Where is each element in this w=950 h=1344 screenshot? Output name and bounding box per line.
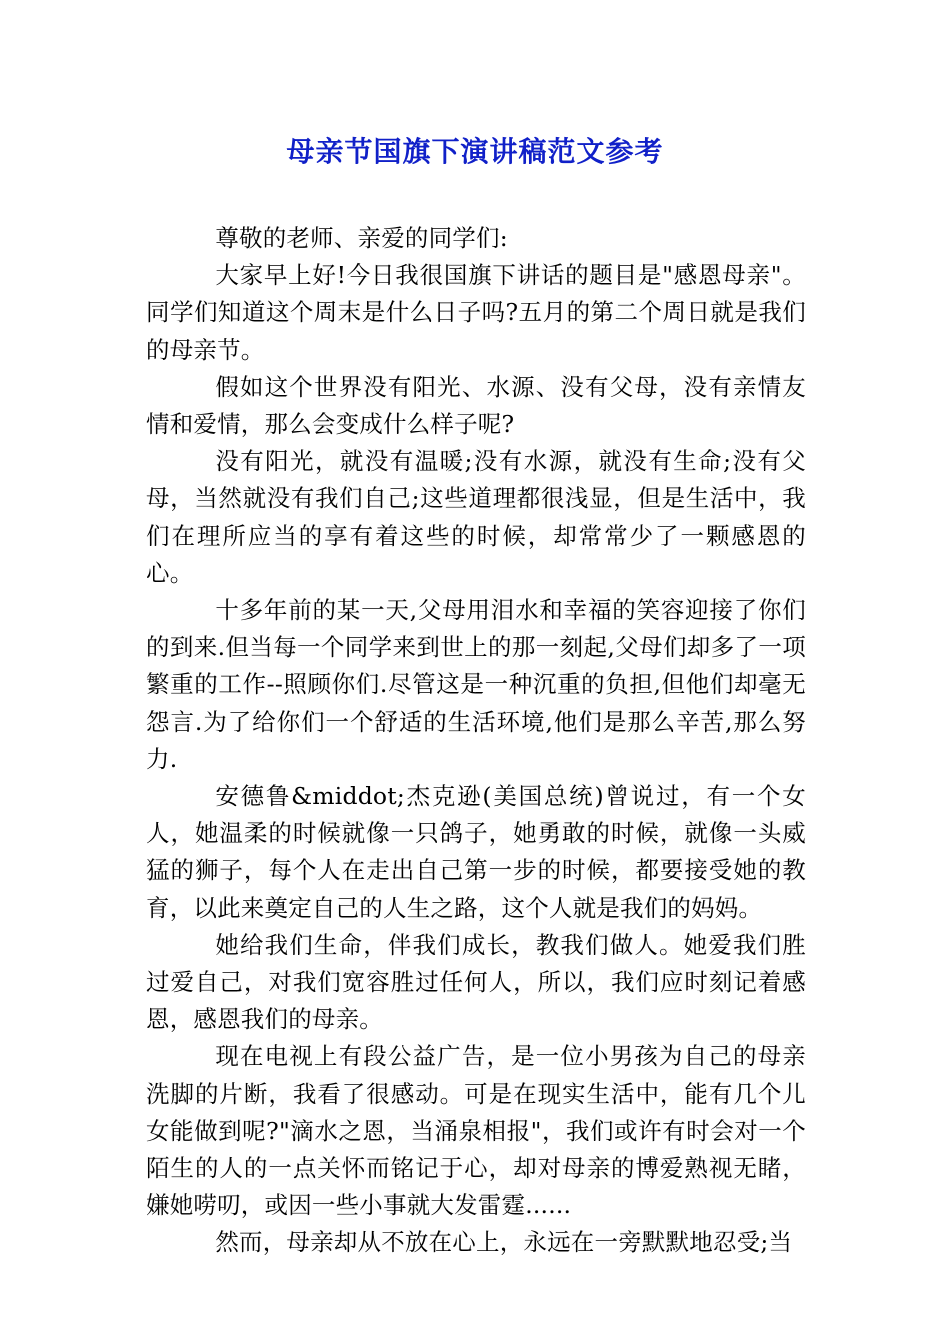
- paragraph: 尊敬的老师、亲爱的同学们:: [215, 224, 508, 252]
- paragraph: 大家早上好!今日我很国旗下讲话的题目是"感恩母亲"。同学们知道这个周末是什么日子吗?五月的第二个周日就是我们的母亲节。: [146, 261, 806, 364]
- paragraph: 没有阳光，就没有温暖;没有水源，就没有生命;没有父母，当然就没有我们自己;这些道理都很浅显，但是生活中，我们在理所应当的享有着这些的时候，却常常少了一颗感恩的心。: [146, 447, 806, 587]
- paragraph: 安德鲁&middot;杰克逊(美国总统)曾说过，有一个女人，她温柔的时候就像一只鸽子，她勇敢的时候，就像一头威猛的狮子，每个人在走出自己第一步的时候，都要接受她的教育，以此来奠定自己的人生之路，这个人就是我们的妈妈。: [146, 782, 806, 922]
- paragraph: 假如这个世界没有阳光、水源、没有父母，没有亲情友情和爱情，那么会变成什么样子呢?: [146, 372, 806, 439]
- paragraph: 现在电视上有段公益广告，是一位小男孩为自己的母亲洗脚的片断，我看了很感动。可是在现实生活中，能有几个儿女能做到呢?"滴水之恩，当涌泉相报"，我们或许有时会对一个陌生的人的一点关怀而铭记于心，却对母亲的博爱熟视无睹，嫌她唠叨，或因一些小事就大发雷霆......: [146, 1042, 806, 1220]
- document-body: [146, 220, 806, 1262]
- paragraph: 然而，母亲却从不放在心上，永远在一旁默默地忍受;当: [215, 1228, 793, 1257]
- paragraph: 她给我们生命，伴我们成长，教我们做人。她爱我们胜过爱自己，对我们宽容胜过任何人，所以，我们应时刻记着感恩，感恩我们的母亲。: [146, 930, 806, 1034]
- paragraph: 十多年前的某一天,父母用泪水和幸福的笑容迎接了你们的到来.但当每一个同学来到世上的那一刻起,父母们却多了一项繁重的工作--照顾你们.尽管这是一种沉重的负担,但他们却毫无怨言.为了给你们一个舒适的生活环境,他们是那么辛苦,那么努力.: [146, 596, 806, 773]
- document-title: 母亲节国旗下演讲稿范文参考: [286, 135, 664, 168]
